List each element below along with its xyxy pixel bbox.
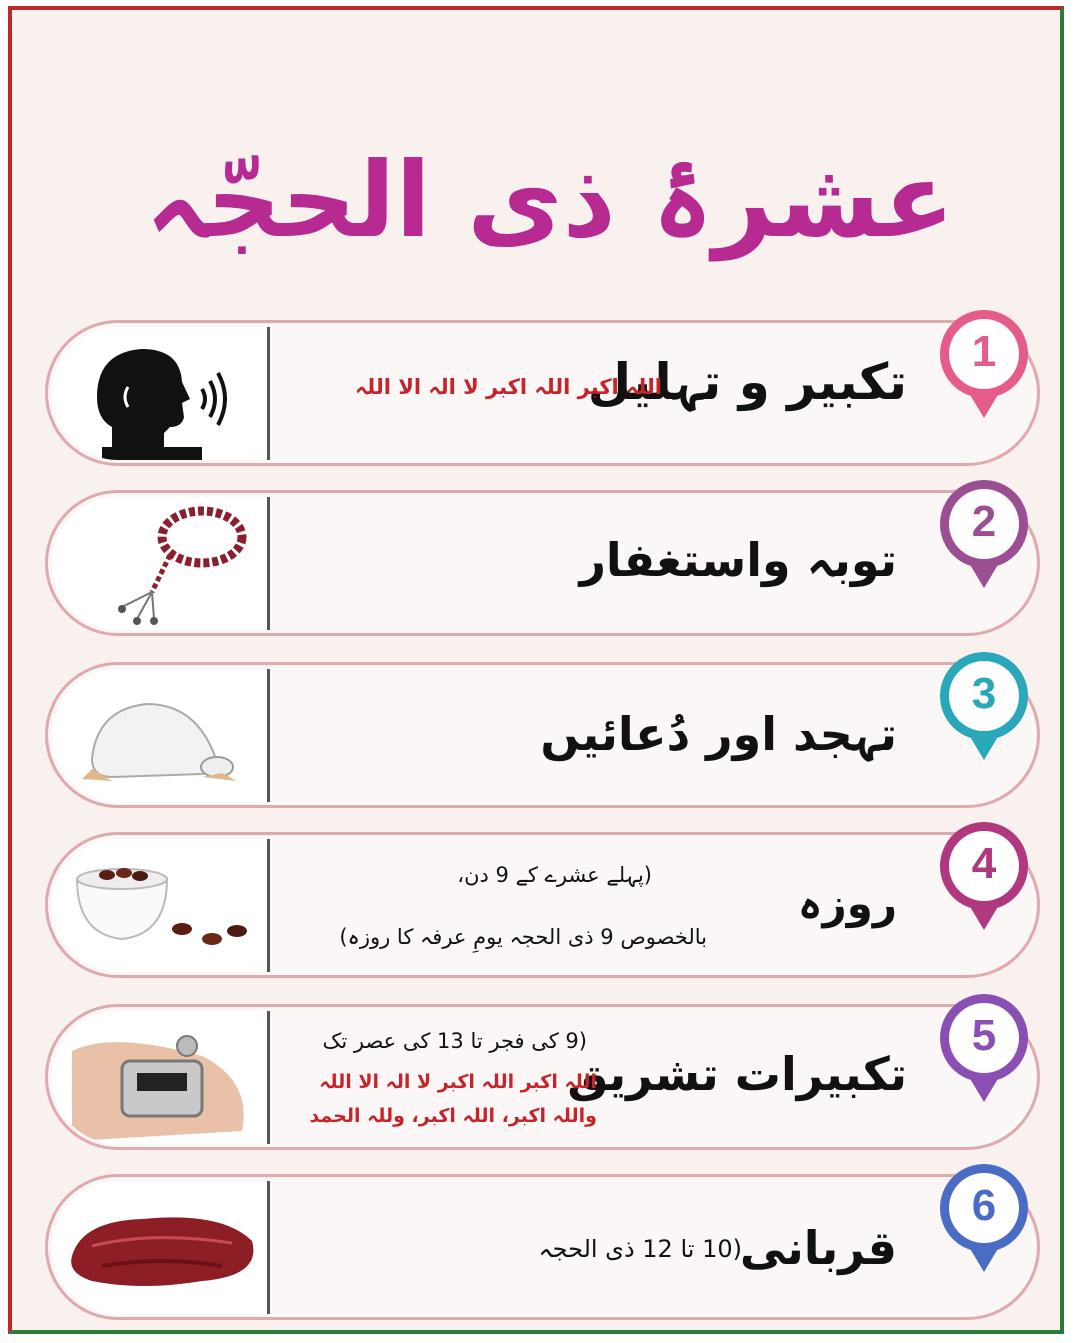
item-label: تکبیر و تہلیل: [587, 353, 907, 411]
item-label: تکبیرات تشریق: [567, 1047, 907, 1101]
meat-icon: [52, 1181, 270, 1314]
list-item-3: [45, 662, 1040, 808]
number-pin-1: [934, 306, 1034, 424]
list-item-4: [45, 832, 1040, 978]
tashreeq-line-2: واللہ اکبر، اللہ اکبر، وللہ الحمد: [309, 1105, 597, 1127]
item-label: توبہ واستغفار: [579, 533, 897, 587]
number-pin-6: [934, 1160, 1034, 1278]
number-label: 3: [971, 669, 997, 718]
number-pin-2: [934, 476, 1034, 594]
item-label: تہجد اور دُعائیں: [540, 707, 897, 761]
tashreeq-period: (9 کی فجر تا 13 کی عصر تک: [322, 1029, 587, 1053]
number-pin-5: [934, 990, 1034, 1108]
fasting-note-1: (پہلے عشرے کے 9 دن،: [457, 863, 652, 887]
list-item-1: [45, 320, 1040, 466]
number-label: 5: [971, 1011, 997, 1060]
speaking-head-icon: [52, 327, 270, 460]
page-title: عشرۂ ذی الحجّہ: [145, 139, 955, 261]
number-pin-4: [934, 818, 1034, 936]
fasting-note-2: بالخصوص 9 ذی الحجہ یومِ عرفہ کا روزہ): [339, 925, 707, 949]
list-item-2: [45, 490, 1040, 636]
qurbani-dates: (10 تا 12 ذی الحجہ: [538, 1235, 742, 1263]
tashreeq-line-1: اللہ اکبر اللہ اکبر لا الہ الا اللہ: [319, 1071, 597, 1093]
tally-counter-icon: [52, 1011, 270, 1144]
item-label: قربانی: [739, 1221, 897, 1275]
list-item-6: [45, 1174, 1040, 1320]
list-item-5: [45, 1004, 1040, 1150]
number-label: 2: [971, 497, 997, 546]
item-label: روزہ: [797, 879, 897, 928]
takbeer-text: اللہ اکبر اللہ اکبر لا الہ الا اللہ: [354, 375, 662, 399]
dates-bowl-icon: [52, 839, 270, 972]
number-label: 6: [971, 1181, 997, 1230]
number-label: 4: [971, 839, 997, 888]
prostrating-person-icon: [52, 669, 270, 802]
number-pin-3: [934, 648, 1034, 766]
prayer-beads-icon: [52, 497, 270, 630]
number-label: 1: [971, 327, 997, 376]
